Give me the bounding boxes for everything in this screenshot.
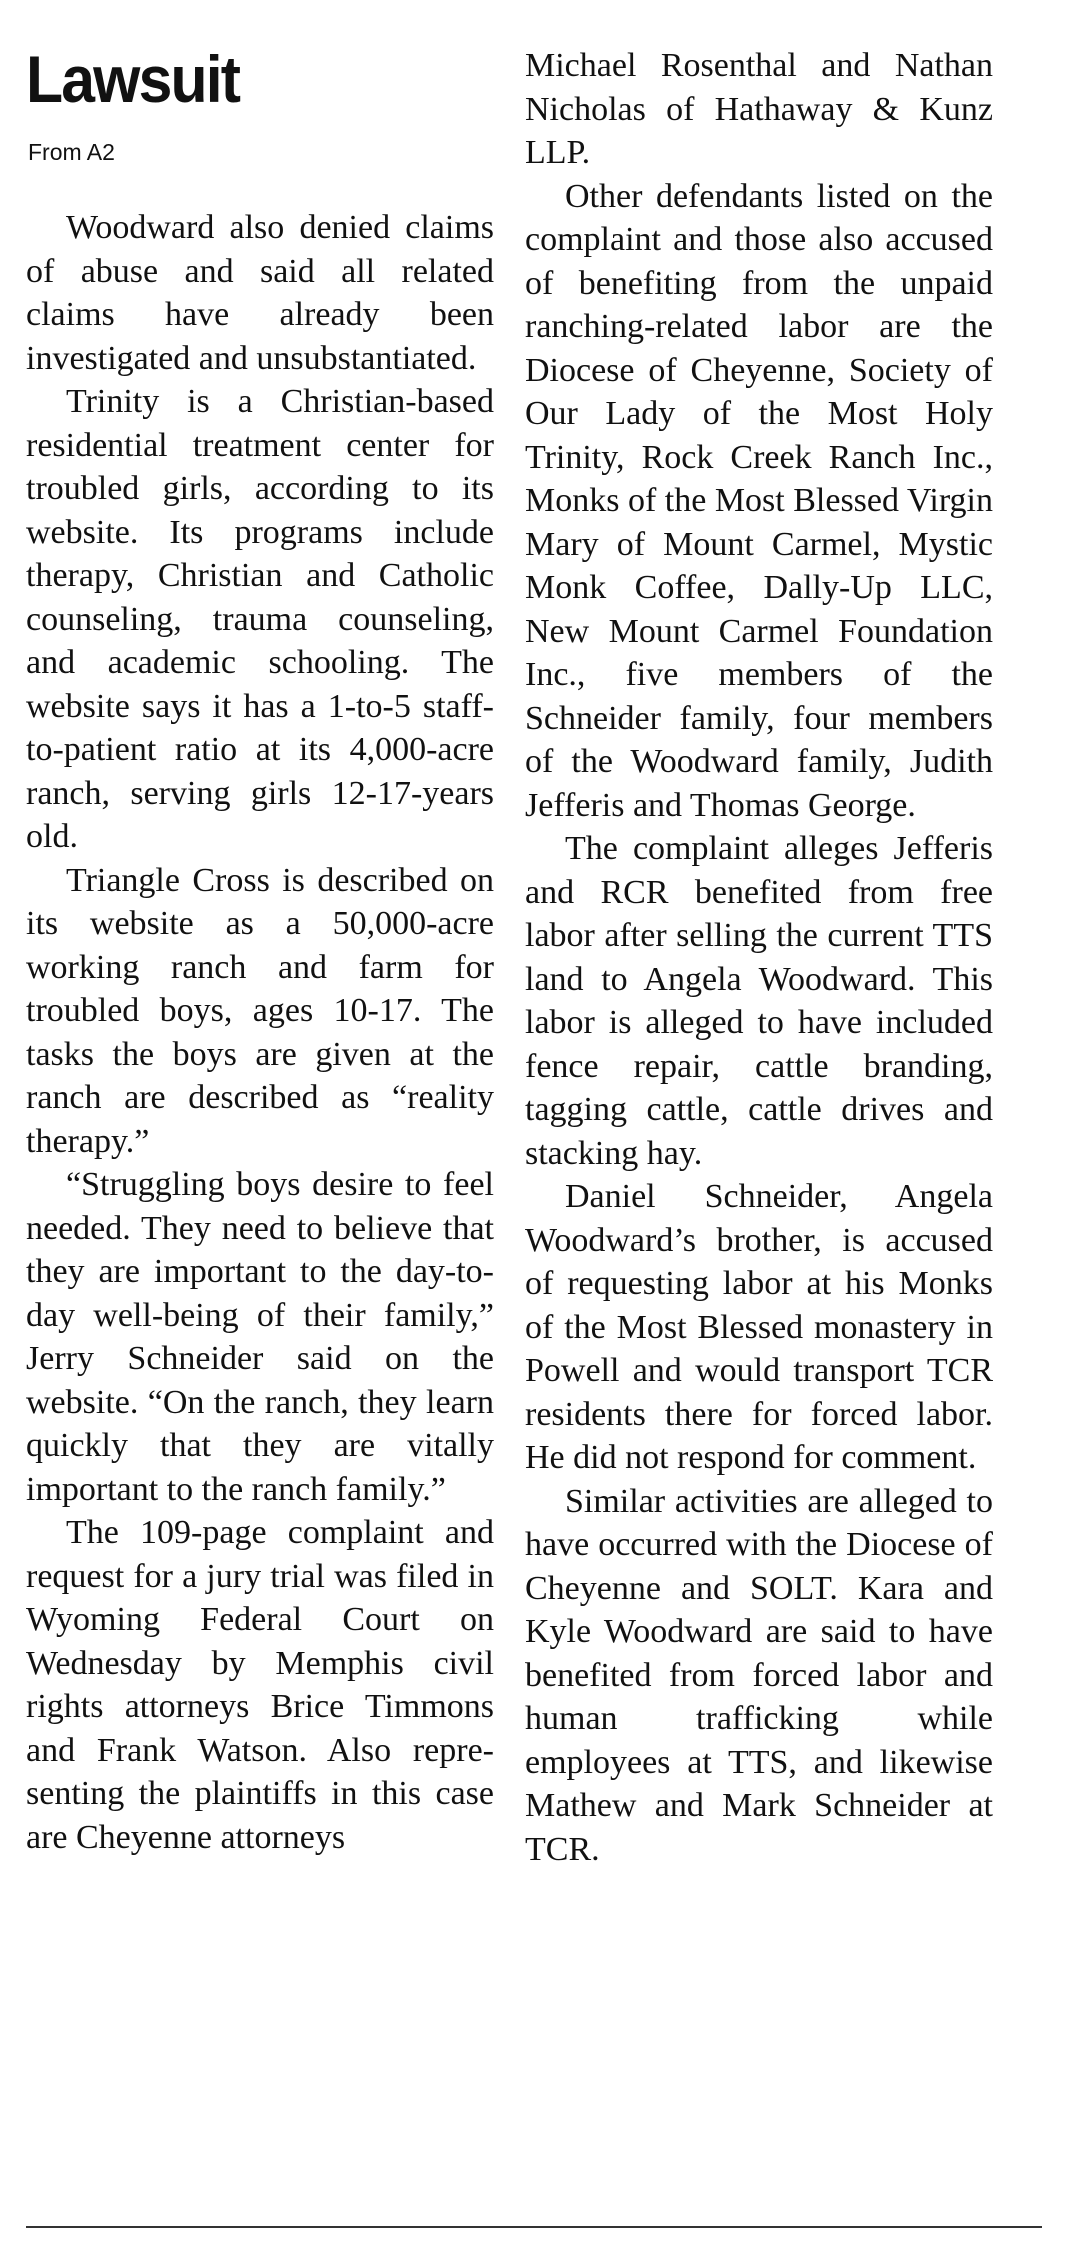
- paragraph: Daniel Schneider, Angela Woodward’s brother, is accused of requesting labor at his Monks of the Most Blessed monastery in Powell and would transport TCR residents there for forced labor. He did not respond for comment.: [525, 1178, 993, 1476]
- paragraph: Trinity is a Christian-based residential treatment center for troubled girls, according to its website. Its programs include therapy, Christian and Catholic counseling, trauma counseling, and academic schooling. The website says it has a 1-to-5 staff-to-patient ratio at its 4,000-acre ranch, serving girls 12-17-years old.: [26, 383, 494, 855]
- paragraph: “Struggling boys desire to feel needed. They need to believe that they are important to the day-to-day well-being of their family,” Jerry Schneider said on the website. “On the ranch, they learn quickly that they are vitally important to the ranch family.”: [26, 1166, 494, 1508]
- left-column-body: [26, 206, 494, 1859]
- paragraph: Triangle Cross is described on its website as a 50,000-acre working ranch and farm for troubled boys, ages 10-17. The tasks the boys are given at the ranch are described as “reality therapy.”: [26, 861, 494, 1160]
- paragraph: The complaint alleges Jefferis and RCR benefited from free labor after selling the current TTS land to Angela Woodward. This labor is alleged to have included fence repair, cattle branding, tagging cattle, cattle drives and stacking hay.: [525, 830, 993, 1172]
- left-column: [26, 0, 494, 1859]
- paragraph: Woodward also denied claims of abuse and said all related claims have already been investigated and unsubstantiated.: [26, 209, 494, 377]
- paragraph: Other defendants listed on the complaint and those also accused of benefiting from the unpaid ranching-related labor are the Diocese of Cheyenne, Society of Our Lady of the Most Holy Trinity, Rock Creek Ranch Inc., Monks of the Most Blessed Virgin Mary of Mount Carmel, Mystic Monk Coffee, Dally-Up LLC, New Mount Carmel Foundation Inc., five members of the Schneider family, four members of the Woodward family, Judith Jefferis and Thomas George.: [525, 177, 993, 824]
- right-column-body: [525, 44, 993, 1871]
- right-column: [525, 44, 993, 1871]
- bottom-rule: [26, 2226, 1042, 2228]
- jump-line: From A2: [28, 139, 115, 165]
- paragraph: The 109-page complaint and request for a jury trial was filed in Wyoming Federal Court on Wednesday by Memphis civil rights attorneys Brice Timmons and Frank Watson. Also representing the plaintiffs in this case are Cheyenne attorneys: [26, 1514, 494, 1856]
- paragraph: Michael Rosenthal and Nathan Nicholas of Hathaway & Kunz LLP.: [525, 47, 993, 171]
- paragraph: Similar activities are alleged to have occurred with the Diocese of Cheyenne and SOLT. Kara and Kyle Woodward are said to have benefited from forced labor and human trafficking while employees at TTS, and likewise Mathew and Mark Schneider at TCR.: [525, 1482, 993, 1868]
- headline: Lawsuit: [26, 42, 240, 116]
